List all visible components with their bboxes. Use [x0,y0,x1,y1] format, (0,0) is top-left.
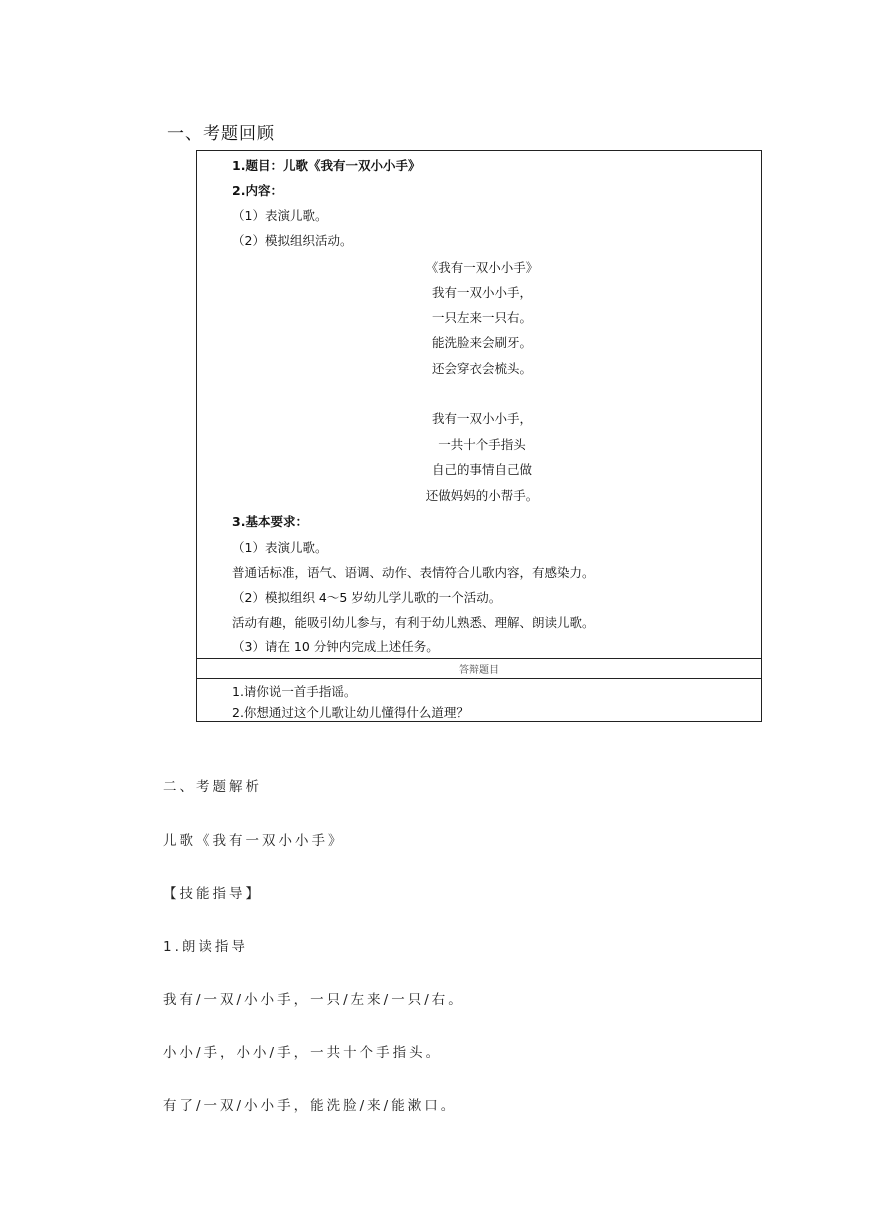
answer-divider-top [197,658,761,659]
poem-line: 自己的事情自己做 [431,462,532,477]
requirement-line: 活动有趣，能吸引幼儿参与，有利于幼儿熟悉、理解、朗读儿歌。 [232,615,595,630]
poem-line: 我有一双小小手， [431,285,532,300]
reading-line: 小小/手，小小/手，一共十个手指头。 [163,1045,443,1061]
requirement-line: （3）请在 10 分钟内完成上述任务。 [232,639,439,654]
requirement-line: （2）模拟组织 4～5 岁幼儿学儿歌的一个活动。 [232,590,502,605]
answer-question: 1.请你说一首手指谣。 [232,684,357,699]
poem-line: 还会穿衣会梳头。 [431,361,532,376]
poem-title: 《我有一双小小手》 [425,260,539,275]
content-item: （2）模拟组织活动。 [232,233,353,248]
topic-line: 1.题目：儿歌《我有一双小小手》 [232,158,421,173]
poem-line: 能洗脸来会刷牙。 [431,335,532,350]
answer-question: 2.你想通过这个儿歌让幼儿懂得什么道理？ [232,705,469,720]
poem-line: 一共十个手指头 [438,437,526,452]
answer-heading: 答辩题目 [459,665,499,676]
requirement-line: 普通话标准，语气、语调、动作、表情符合儿歌内容，有感染力。 [232,565,595,580]
reading-heading: 1.朗读指导 [163,939,248,955]
poem-line: 还做妈妈的小帮手。 [425,488,539,503]
section-1-title: 一、考题回顾 [167,124,275,144]
skill-heading: 【技能指导】 [163,886,262,902]
poem-line: 一只左来一只右。 [431,310,532,325]
reading-line: 有了/一双/小小手，能洗脸/来/能漱口。 [163,1098,458,1114]
requirements-heading: 3.基本要求： [232,514,308,529]
requirement-line: （1）表演儿歌。 [232,540,328,555]
section-2-title: 二、考题解析 [163,779,262,795]
exam-question-box [196,150,762,722]
content-heading: 2.内容： [232,183,283,198]
reading-line: 我有/一双/小小手，一只/左来/一只/右。 [163,992,465,1008]
poem-line: 我有一双小小手， [431,411,532,426]
answer-divider-bottom [197,678,761,679]
section-2-subtitle: 儿歌《我有一双小小手》 [163,833,345,849]
content-item: （1）表演儿歌。 [232,208,328,223]
